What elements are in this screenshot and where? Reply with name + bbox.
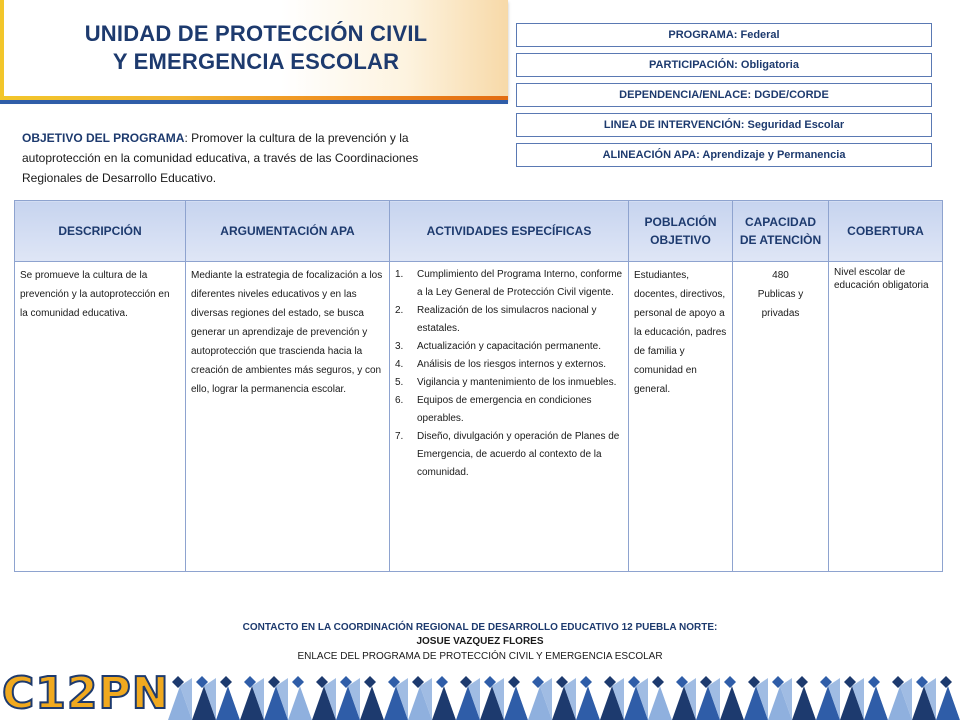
capacity-number: 480 xyxy=(772,270,789,281)
page-title-line1: UNIDAD DE PROTECCIÓN CIVIL xyxy=(84,21,428,46)
table-row xyxy=(15,262,943,572)
intervention-line-box: LINEA DE INTERVENCIÓN: Seguridad Escolar xyxy=(516,113,932,137)
header-poblacion: POBLACIÓN OBJETIVO xyxy=(629,201,733,262)
objective-label: OBJETIVO DEL PROGRAMA xyxy=(22,131,185,145)
header-descripcion: DESCRIPCIÓN xyxy=(15,201,186,262)
cell-capacidad xyxy=(733,262,829,572)
program-objective xyxy=(22,128,472,188)
c12pn-logo: C12PN xyxy=(2,668,170,719)
cell-poblacion: Estudiantes, docentes, directivos, personal de apoyo a la educación, padres de familia y comunidad en general. xyxy=(629,262,733,572)
header-actividades: ACTIVIDADES ESPECÍFICAS xyxy=(390,201,629,262)
header-argumentacion: ARGUMENTACIÓN APA xyxy=(186,201,390,262)
cell-actividades xyxy=(390,262,629,572)
contact-heading: CONTACTO EN LA COORDINACIÓN REGIONAL DE DESARROLLO EDUCATIVO 12 PUEBLA NORTE: xyxy=(242,622,718,633)
cell-argumentacion: Mediante la estrategia de focalización a los diferentes niveles educativos y en las diversas regiones del estado, se busca generar un aprendizaje de prevención y autoprotección que trascienda hacia la creación de ambientes más seguros, y con ello, lograr la permanencia escolar. xyxy=(186,262,390,572)
activities-list xyxy=(395,266,623,482)
program-table xyxy=(14,200,943,572)
program-box: PROGRAMA: Federal xyxy=(516,23,932,47)
contact-role: ENLACE DEL PROGRAMA DE PROTECCIÓN CIVIL Y EMERGENCIA ESCOLAR xyxy=(297,651,663,662)
contact-name: JOSUE VAZQUEZ FLORES xyxy=(416,636,544,647)
list-item: 7. Diseño, divulgación y operación de Planes de Emergencia, de acuerdo al contexto de la comunidad. xyxy=(395,431,620,478)
list-item: 3. Actualización y capacitación permanente. xyxy=(395,341,601,352)
cell-cobertura: Nivel escolar de educación obligatoria xyxy=(829,262,943,572)
table-header-row xyxy=(15,201,943,262)
list-item: 6. Equipos de emergencia en condiciones operables. xyxy=(395,395,592,424)
cell-descripcion: Se promueve la cultura de la prevención y la autoprotección en la comunidad educativa. xyxy=(15,262,186,572)
list-item: 1. Cumplimiento del Programa Interno, conforme a la Ley General de Protección Civil vigente. xyxy=(395,269,623,298)
participation-box: PARTICIPACIÓN: Obligatoria xyxy=(516,53,932,77)
page-title-line2: Y EMERGENCIA ESCOLAR xyxy=(112,49,400,74)
list-item: 5. Vigilancia y mantenimiento de los inmuebles. xyxy=(395,377,617,388)
apa-alignment-box: ALINEACIÓN APA: Aprendizaje y Permanencia xyxy=(516,143,932,167)
objective-text: : Promover la cultura de la prevención y la autoprotección en la comunidad educativa, a través de las Coordinaciones Regionales de Desarrollo Educativo. xyxy=(22,131,419,185)
capacity-text: Publicas y privadas xyxy=(757,289,804,319)
title-banner xyxy=(0,0,508,100)
list-item: 4. Análisis de los riesgos internos y externos. xyxy=(395,359,606,370)
title-divider xyxy=(0,100,508,104)
title-banner-inner xyxy=(4,0,508,96)
dependency-box: DEPENDENCIA/ENLACE: DGDE/CORDE xyxy=(516,83,932,107)
header-cobertura: COBERTURA xyxy=(829,201,943,262)
list-item: 2. Realización de los simulacros nacional y estatales. xyxy=(395,305,597,334)
header-capacidad: CAPACIDAD DE ATENCIÒN xyxy=(733,201,829,262)
